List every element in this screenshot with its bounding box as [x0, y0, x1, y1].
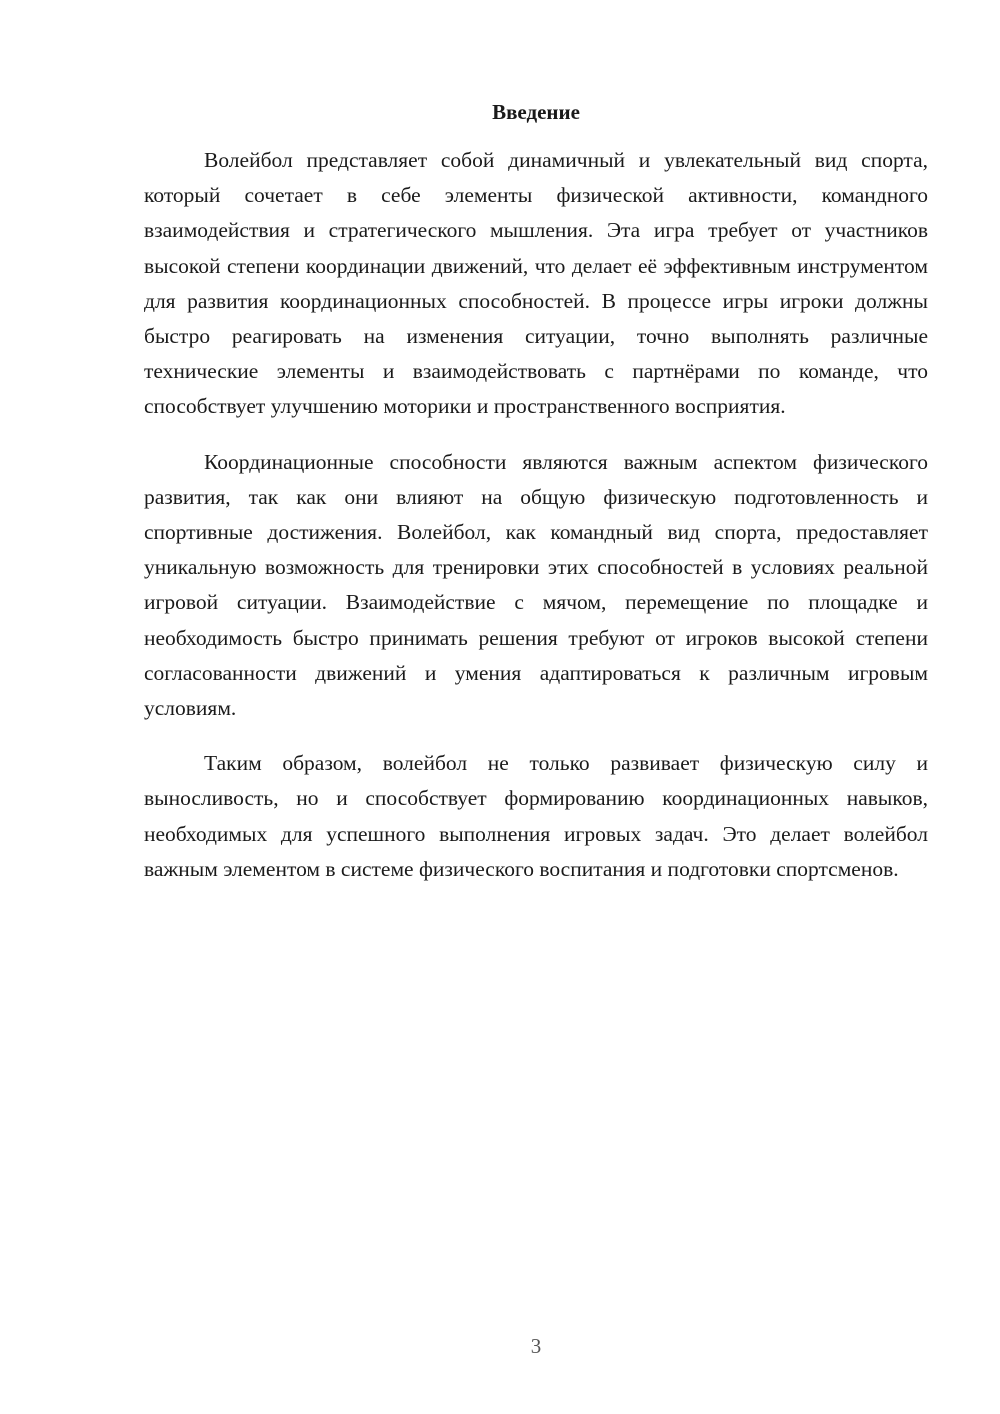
paragraph-3: Таким образом, волейбол не только развивает физическую силу и выносливость, но и способствует формированию координационных навыков, необходимых для успешного выполнения игровых задач. Это делает волейбол важным элементом в системе физического воспитания и подготовки спортсменов. — [144, 751, 928, 881]
page-title: Введение — [492, 100, 580, 124]
paragraph-1: Волейбол представляет собой динамичный и увлекательный вид спорта, который сочетает в себе элементы физической активности, командного взаимодействия и стратегического мышления. Эта игра требует от участников высокой степени координации движений, что делает её эффективным инструментом для развития координационных способностей. В процессе игры игроки должны быстро реагировать на изменения ситуации, точно выполнять различные технические элементы и взаимодействовать с партнёрами по команде, что способствует улучшению моторики и пространственного восприятия. — [144, 148, 928, 419]
page-number: 3 — [530, 1334, 542, 1358]
paragraph-2: Координационные способности являются важным аспектом физического развития, так как они влияют на общую физическую подготовленность и спортивные достижения. Волейбол, как командный вид спорта, предоставляет уникальную возможность для тренировки этих способностей в условиях реальной игровой ситуации. Взаимодействие с мячом, перемещение по площадке и необходимость быстро принимать решения требуют от игроков высокой степени согласованности движений и умения адаптироваться к различным игровым условиям. — [144, 449, 928, 721]
body-text — [144, 143, 928, 907]
